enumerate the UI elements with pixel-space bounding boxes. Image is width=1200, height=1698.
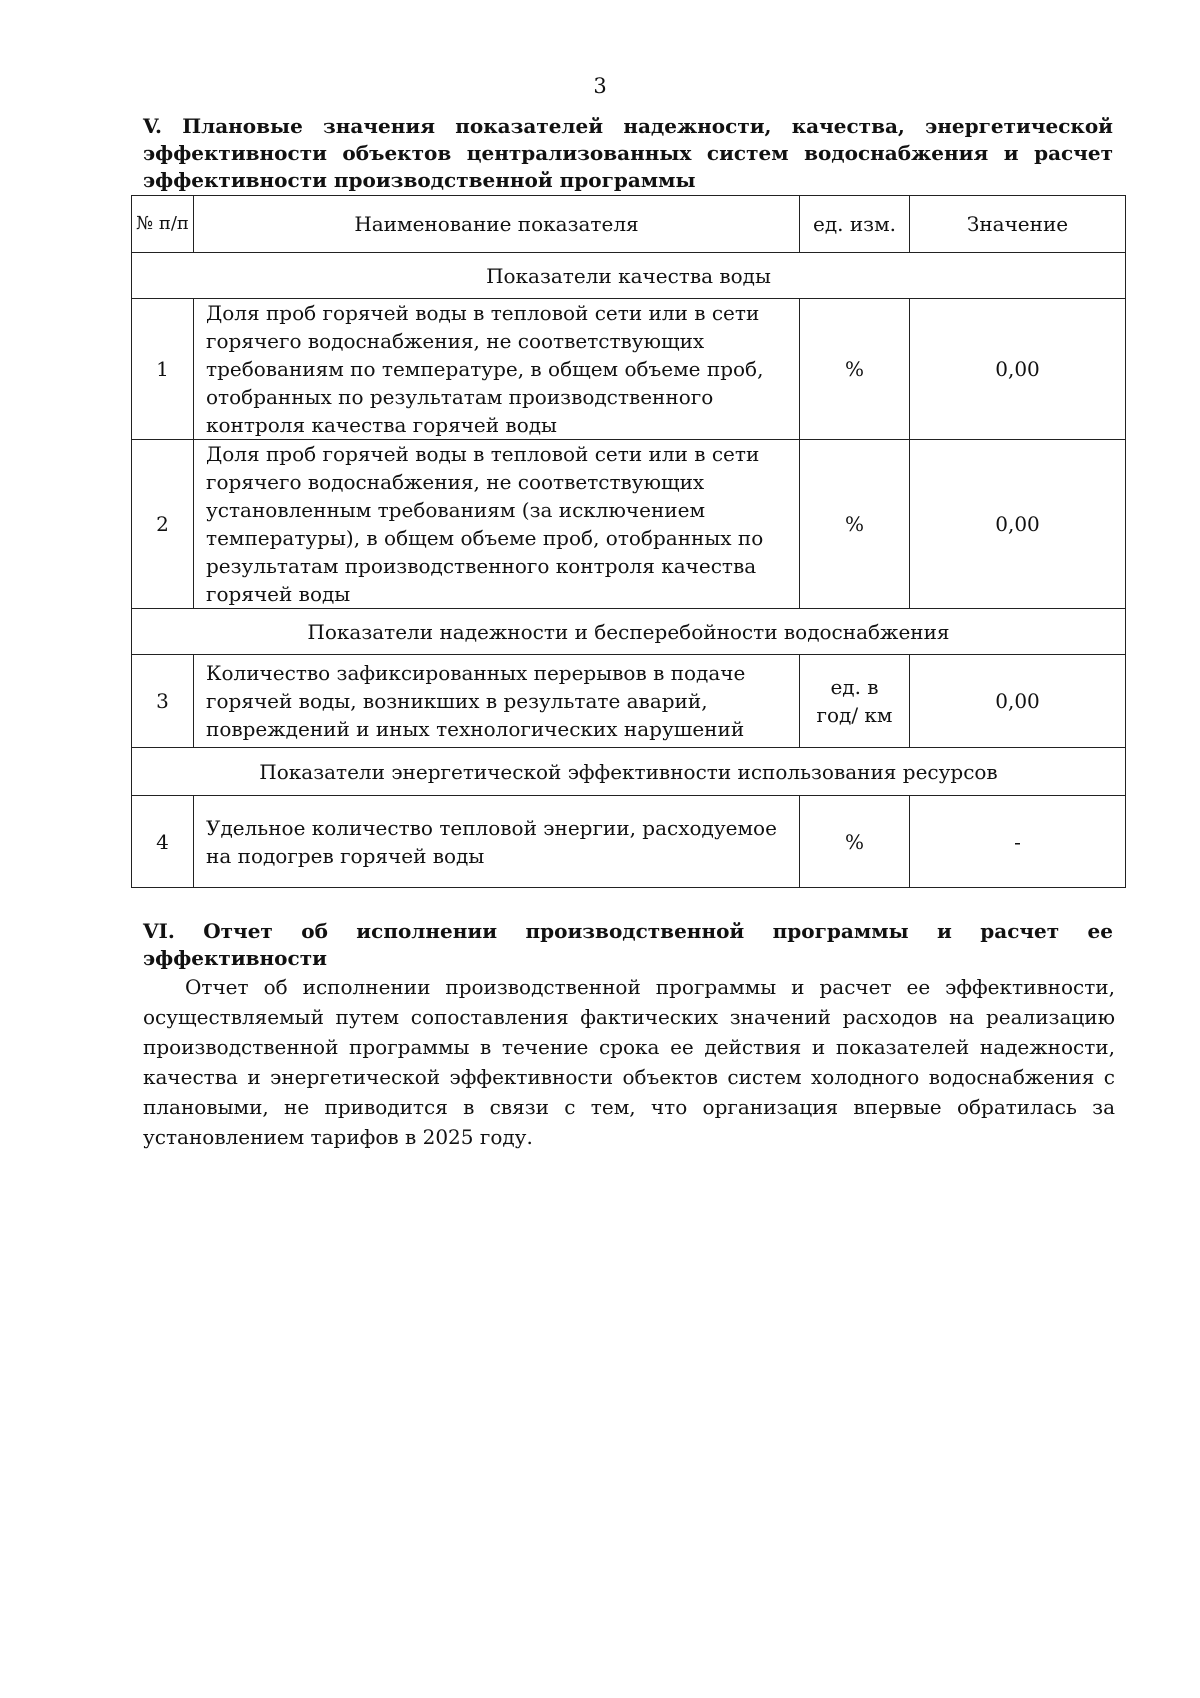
row-unit: % xyxy=(800,440,910,609)
row-unit: ед. в год/ км xyxy=(800,655,910,748)
group-title: Показатели качества воды xyxy=(132,253,1126,299)
row-value: 0,00 xyxy=(910,440,1126,609)
group-title: Показатели энергетической эффективности использования ресурсов xyxy=(132,748,1126,796)
row-name: Удельное количество тепловой энергии, расходуемое на подогрев горячей воды xyxy=(194,796,800,888)
row-name: Доля проб горячей воды в тепловой сети или в сети горячего водоснабжения, не соответствующих установленным требованиям (за исключением температуры), в общем объеме проб, отобранных по результатам производственного контроля качества горячей воды xyxy=(194,440,800,609)
table-row xyxy=(132,440,1126,609)
row-num: 3 xyxy=(132,655,194,748)
header-num: № п/п xyxy=(132,196,194,253)
table-row xyxy=(132,299,1126,440)
row-num: 2 xyxy=(132,440,194,609)
report-paragraph: Отчет об исполнении производственной программы и расчет ее эффективности, осуществляемый путем сопоставления фактических значений расходов на реализацию производственной программы в течение срока ее действия и показателей надежности, качества и энергетической эффективности объектов систем холодного водоснабжения с плановыми, не приводится в связи с тем, что организация впервые обратилась за установлением тарифов в 2025 году. xyxy=(143,975,1115,1149)
header-unit: ед. изм. xyxy=(800,196,910,253)
group-row-quality xyxy=(132,253,1126,299)
row-unit: % xyxy=(800,796,910,888)
row-name: Количество зафиксированных перерывов в подаче горячей воды, возникших в результате аварий, повреждений и иных технологических нарушений xyxy=(194,655,800,748)
row-name: Доля проб горячей воды в тепловой сети или в сети горячего водоснабжения, не соответствующих требованиям по температуре, в общем объеме проб, отобранных по результатам производственного контроля качества горячей воды xyxy=(194,299,800,440)
row-num: 1 xyxy=(132,299,194,440)
table-row xyxy=(132,796,1126,888)
section-vi-title: VI. Отчет об исполнении производственной программы и расчет ее эффективности xyxy=(143,919,1113,970)
row-num: 4 xyxy=(132,796,194,888)
table-row xyxy=(132,655,1126,748)
table-header-row xyxy=(132,196,1126,253)
header-value: Значение xyxy=(910,196,1126,253)
header-name: Наименование показателя xyxy=(194,196,800,253)
page-number: 3 xyxy=(593,74,607,98)
row-value: 0,00 xyxy=(910,299,1126,440)
group-title: Показатели надежности и бесперебойности водоснабжения xyxy=(132,609,1126,655)
row-value: - xyxy=(910,796,1126,888)
row-value: 0,00 xyxy=(910,655,1126,748)
section-v-title: V. Плановые значения показателей надежности, качества, энергетической эффективности объектов централизованных систем водоснабжения и расчет эффективности производственной программы xyxy=(143,114,1113,192)
group-row-energy xyxy=(132,748,1126,796)
group-row-reliability xyxy=(132,609,1126,655)
indicators-table xyxy=(131,195,1126,888)
row-unit: % xyxy=(800,299,910,440)
